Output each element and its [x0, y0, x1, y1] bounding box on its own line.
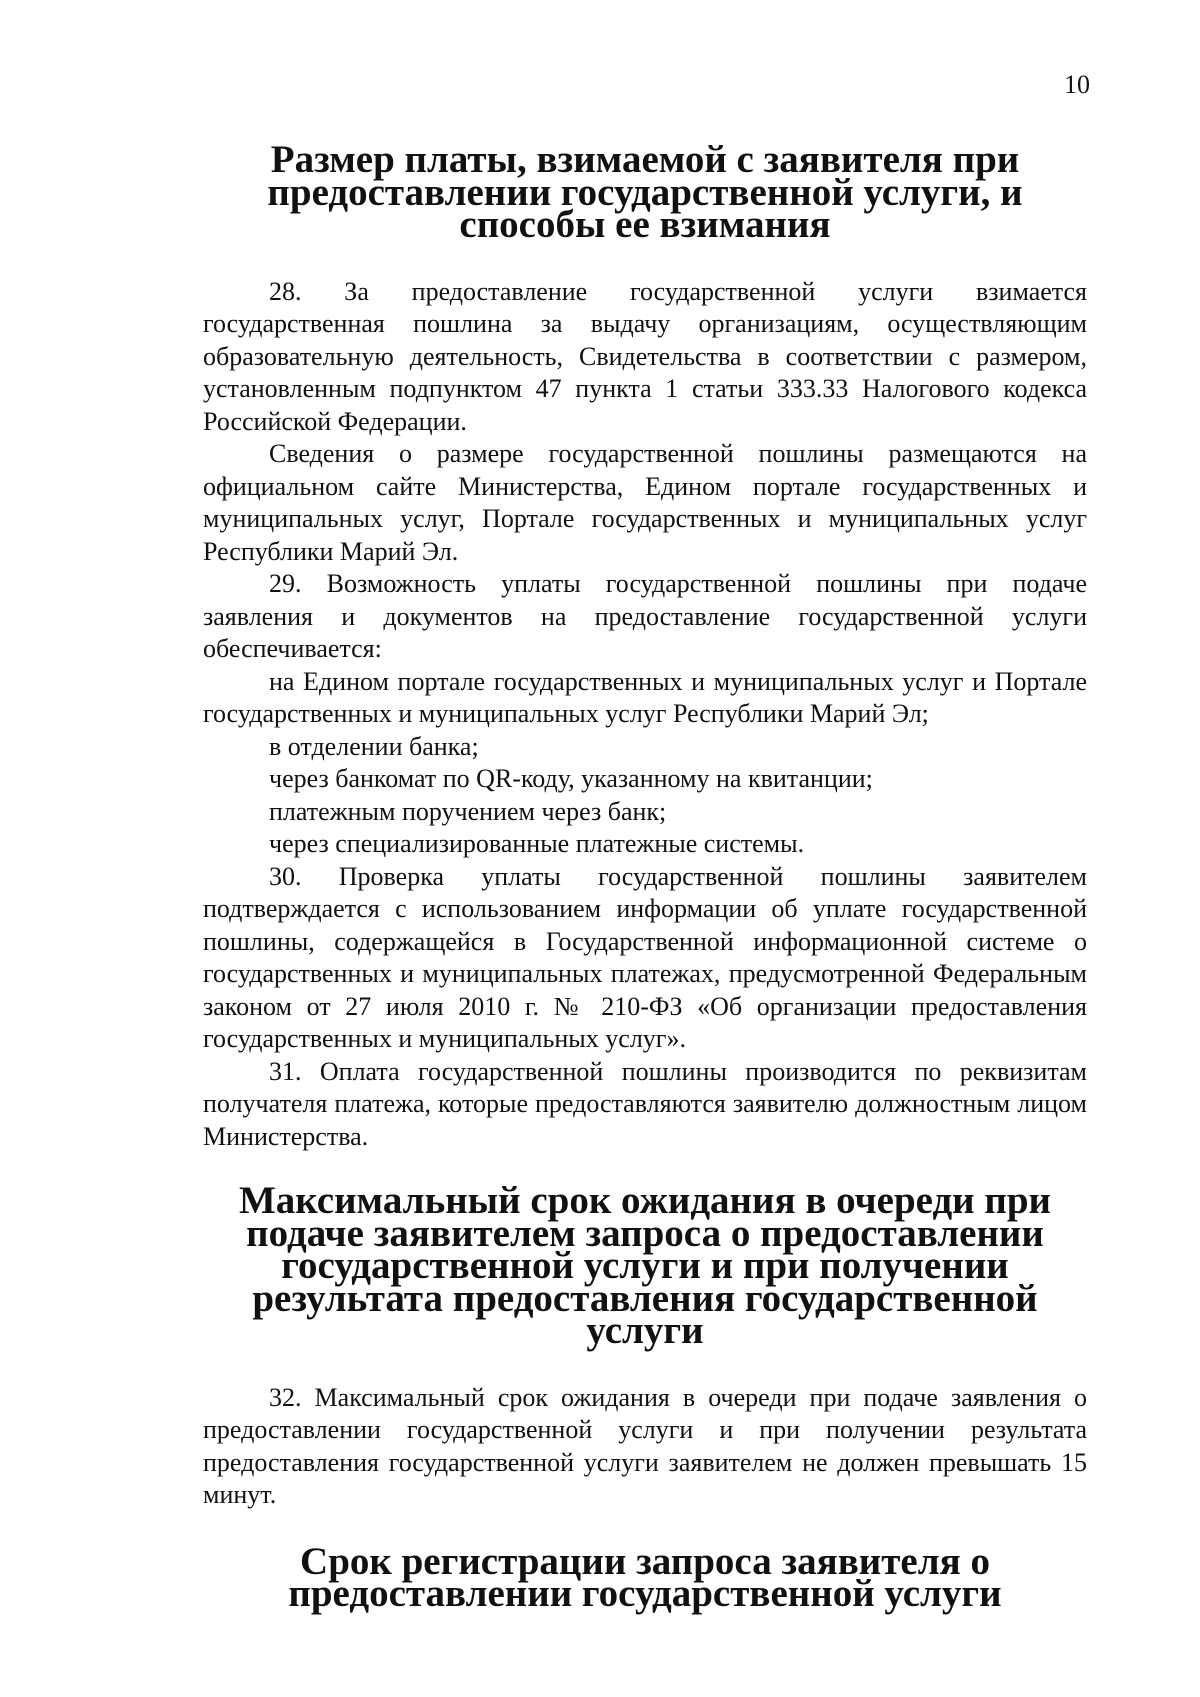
section-heading-registration: Срок регистрации запроса заявителя о предоставлении государственной услуги	[288, 1539, 1002, 1615]
list-item-portals: на Едином портале государственных и муниципальных услуг и Портале государственных и муниципальных услуг Республики Марий Эл;	[203, 666, 1087, 728]
paragraph-31: 31. Оплата государственной пошлины производится по реквизитам получателя платежа, которые предоставляются заявителю должностным лицом Министерства.	[203, 1056, 1087, 1151]
paragraph-fee-info: Сведения о размере государственной пошлины размещаются на официальном сайте Министерства, Едином портале государственных и муниципальных услуг, Портале государственных и муниципальных услуг Республики Марий Эл.	[203, 439, 1087, 566]
document-body	[203, 138, 1087, 1615]
section-heading-fee: Размер платы, взимаемой с заявителя при предоставлении государственной услуги, и способы ее взимания	[267, 138, 1023, 246]
paragraph-29: 29. Возможность уплаты государственной пошлины при подаче заявления и документов на предоставление государственной услуги обеспечивается:	[203, 569, 1087, 663]
page-number: 10	[1064, 70, 1090, 99]
paragraph-30: 30. Проверка уплаты государственной пошлины заявителем подтверждается с использованием информации об уплате государственной пошлины, содержащейся в Государственной информационной системе о государственных и муниципальных платежах, предусмотренной Федеральным законом от 27 июля 2010 г. № 210-ФЗ «Об организации предоставления государственных и муниципальных услуг».	[203, 861, 1087, 1053]
section-heading-queue-time: Максимальный срок ожидания в очереди при подаче заявителем запроса о предоставлении государственной услуги и при получении результата предоставления государственной услуги	[238, 1179, 1052, 1352]
list-item-payment-order: платежным поручением через банк;	[269, 796, 667, 826]
list-item-atm: через банкомат по QR-коду, указанному на квитанции;	[269, 764, 873, 793]
list-item-payment-systems: через специализированные платежные системы.	[269, 829, 805, 858]
paragraph-32: 32. Максимальный срок ожидания в очереди при подаче заявления о предоставлении государственной услуги и при получении результата предоставления государственной услуги заявителем не должен превышать 15 минут.	[203, 1382, 1087, 1509]
paragraph-28: 28. За предоставление государственной услуги взимается государственная пошлина за выдачу организациям, осуществляющим образовательную деятельность, Свидетельства в соответствии с размером, установленным подпунктом 47 пункта 1 статьи 333.33 Налогового кодекса Российской Федерации.	[203, 276, 1087, 436]
list-item-bank-branch: в отделении банка;	[269, 731, 479, 761]
